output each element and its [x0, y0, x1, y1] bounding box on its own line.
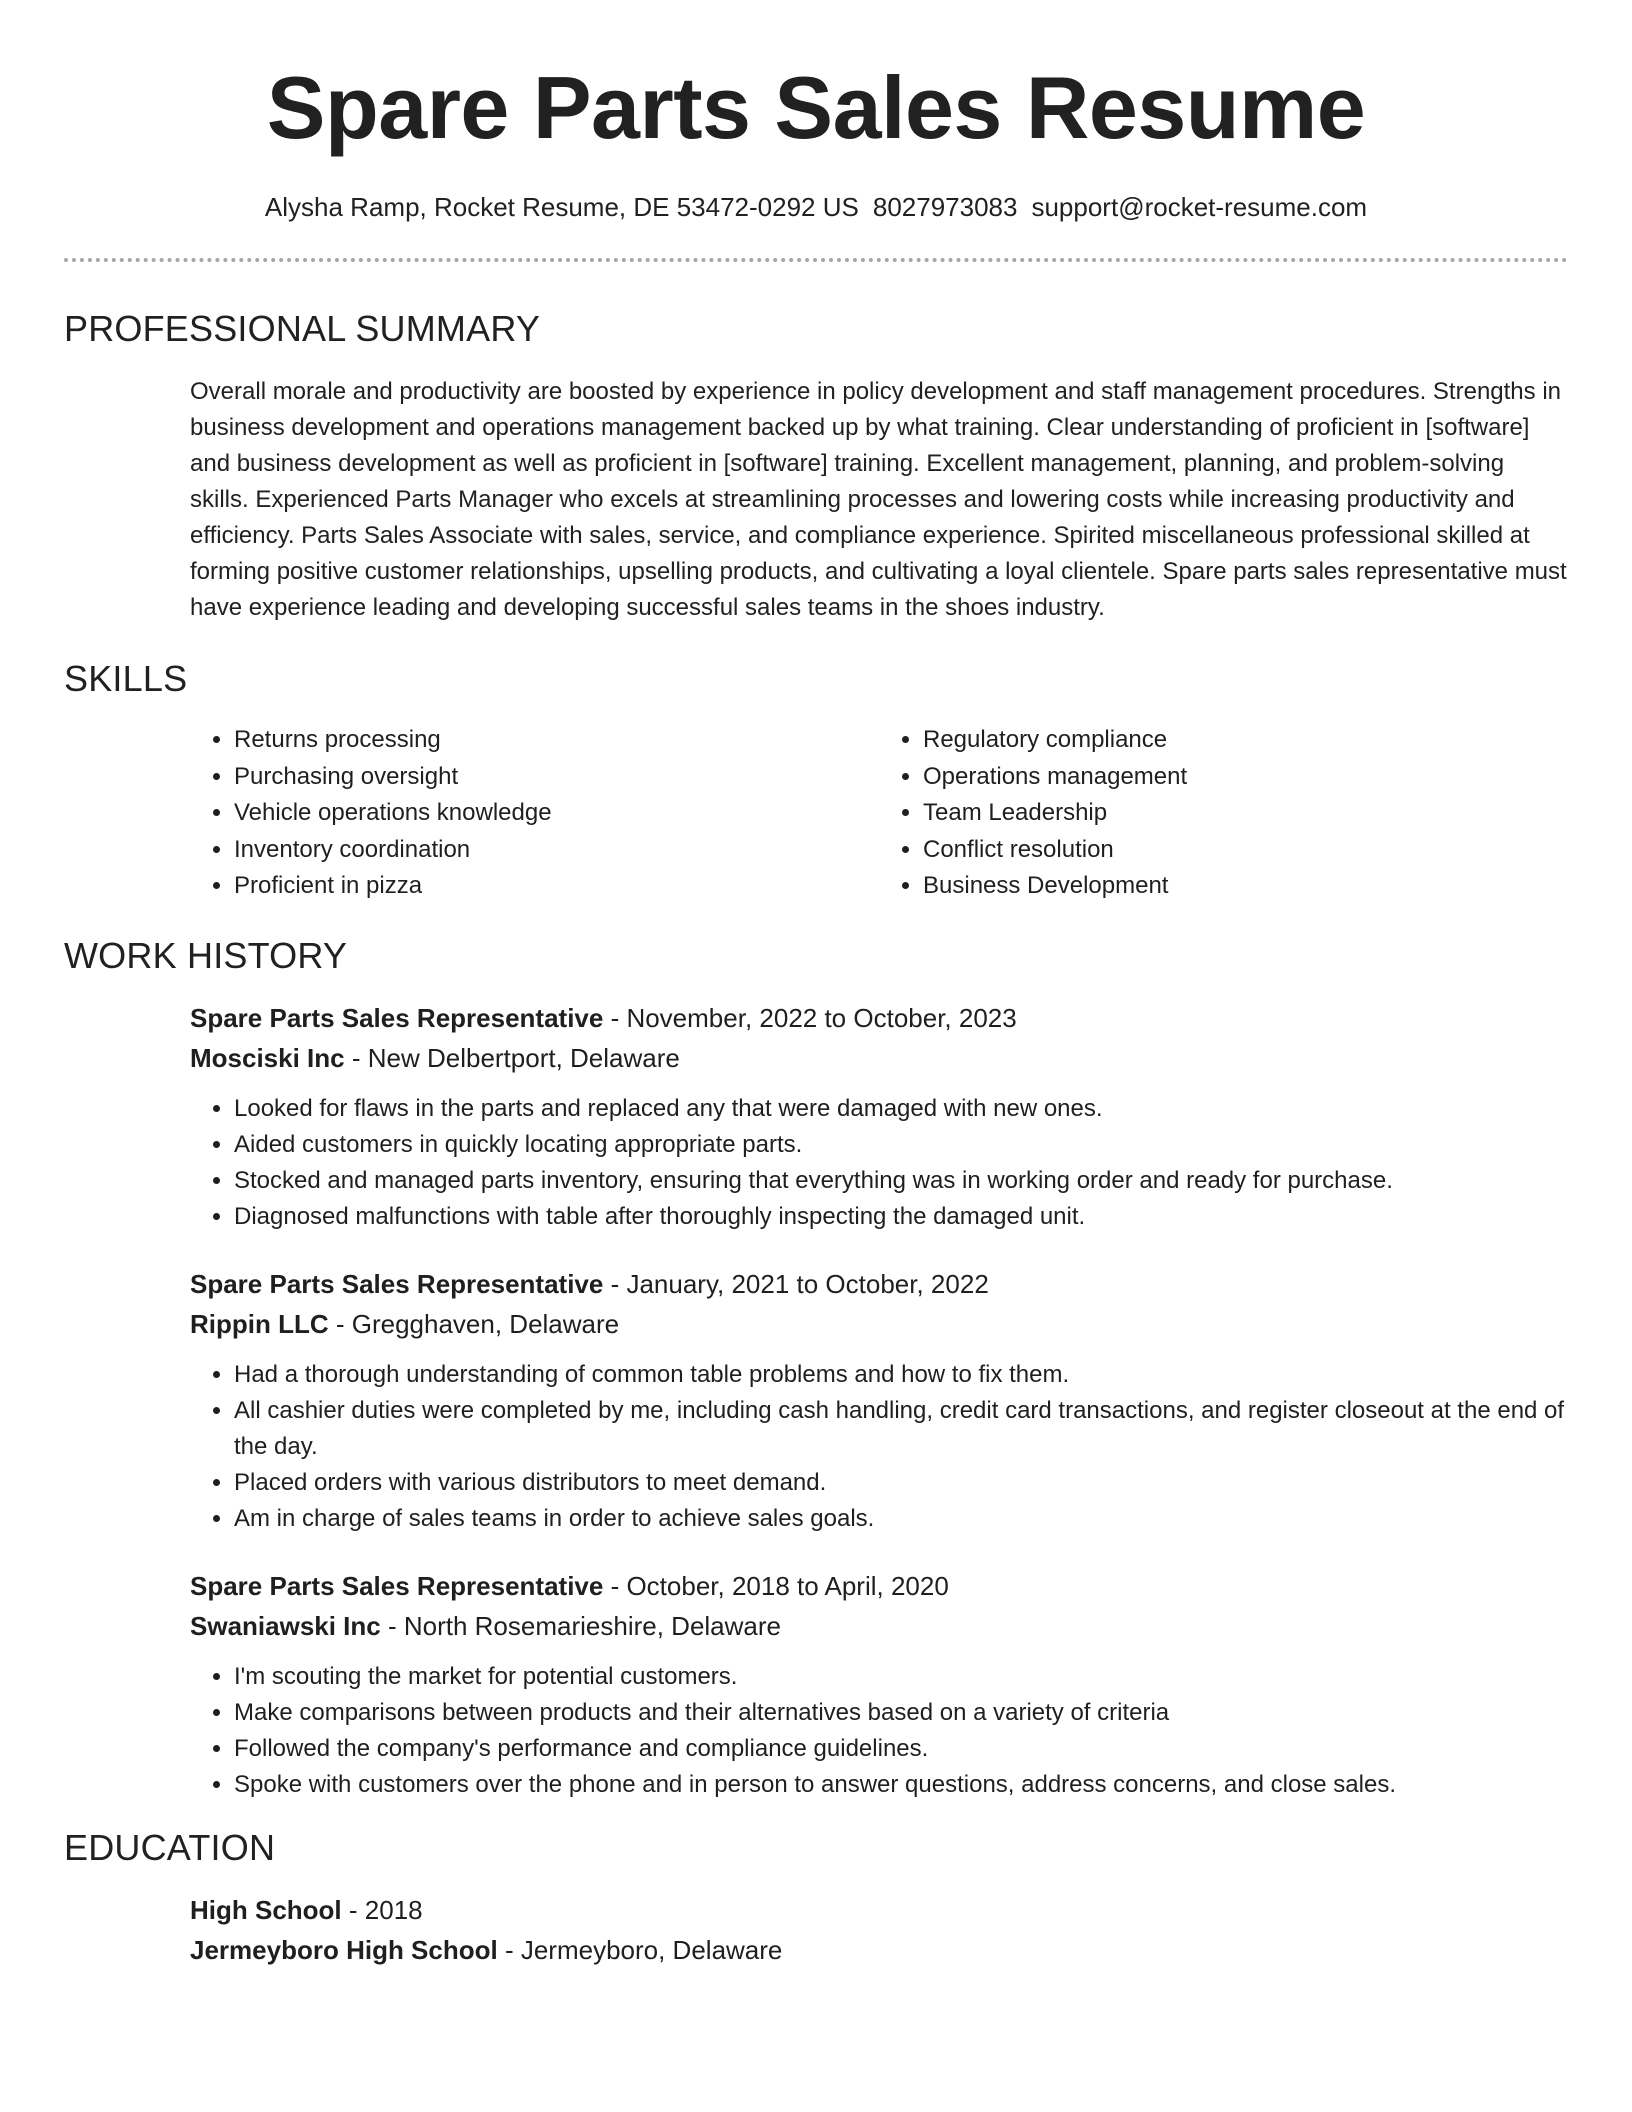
job-title: Spare Parts Sales Representative: [190, 1570, 604, 1601]
school-line: [190, 1931, 1568, 1969]
skills-heading: SKILLS: [64, 658, 188, 699]
job-title: Spare Parts Sales Representative: [190, 1268, 604, 1299]
company-location: - North Rosemarieshire, Delaware: [380, 1610, 781, 1641]
skill-item: • Purchasing oversight: [234, 759, 879, 796]
job-entry: [190, 999, 1568, 1235]
education-heading: EDUCATION: [64, 1826, 276, 1868]
skill-item: • Regulatory compliance: [923, 722, 1568, 759]
job-bullet: • Am in charge of sales teams in order to achieve sales goals.: [234, 1501, 1568, 1537]
company-name: Rippin LLC: [190, 1308, 329, 1339]
work-history-heading: WORK HISTORY: [64, 934, 348, 976]
header-divider: [64, 258, 1568, 262]
job-bullet: • Had a thorough understanding of common table problems and how to fix them.: [234, 1357, 1568, 1393]
skill-item: • Vehicle operations knowledge: [234, 795, 879, 832]
job-entry: [190, 1567, 1568, 1803]
job-bullet: • Spoke with customers over the phone and in person to answer questions, address concerns, and close sales.: [234, 1767, 1568, 1803]
job-bullet: • Looked for flaws in the parts and replaced any that were damaged with new ones.: [234, 1091, 1568, 1127]
company-line: [190, 1607, 1568, 1645]
job-bullet: • I'm scouting the market for potential customers.: [234, 1659, 1568, 1695]
company-line: [190, 1305, 1568, 1343]
degree-line: [190, 1891, 1568, 1929]
job-bullet: • Make comparisons between products and their alternatives based on a variety of criteria: [234, 1695, 1568, 1731]
summary-text: Overall morale and productivity are boosted by experience in policy development and staff management procedures. Strengths in business development and operations management backed up by what training. Clear understanding of proficient in [software] and business development as well as proficient in [software] training. Excellent management, planning, and problem-solving skills. Experienced Parts Manager who excels at streamlining processes and lowering costs while increasing productivity and efficiency. Parts Sales Associate with sales, service, and compliance experience. Spirited miscellaneous professional skilled at forming positive customer relationships, upselling products, and cultivating a loyal clientele. Spare parts sales representative must have experience leading and developing successful sales teams in the shoes industry.: [190, 378, 1567, 621]
skill-item: • Conflict resolution: [923, 832, 1568, 869]
skill-item: • Business Development: [923, 868, 1568, 905]
company-name: Swaniawski Inc: [190, 1610, 381, 1641]
contact-email: support@rocket-resume.com: [1031, 192, 1368, 222]
company-location: - New Delbertport, Delaware: [344, 1042, 680, 1073]
skill-item: • Inventory coordination: [234, 832, 879, 869]
job-bullet: • Followed the company's performance and compliance guidelines.: [234, 1731, 1568, 1767]
school-location: - Jermeyboro, Delaware: [497, 1934, 783, 1965]
job-dates: - January, 2021 to October, 2022: [603, 1268, 989, 1299]
summary-heading: PROFESSIONAL SUMMARY: [64, 308, 541, 349]
resume-title: Spare Parts Sales Resume: [266, 58, 1366, 157]
job-dates: - October, 2018 to April, 2020: [603, 1570, 949, 1601]
skills-list: [190, 722, 1568, 905]
job-bullet: • Aided customers in quickly locating appropriate parts.: [234, 1127, 1568, 1163]
skill-item: • Team Leadership: [923, 795, 1568, 832]
contact-info: [64, 190, 1568, 224]
job-title-line: [190, 1265, 1568, 1303]
job-bullet: • Stocked and managed parts inventory, ensuring that everything was in working order and ready for purchase.: [234, 1163, 1568, 1199]
job-bullet: • Placed orders with various distributors to meet demand.: [234, 1465, 1568, 1501]
job-bullet: • All cashier duties were completed by me, including cash handling, credit card transactions, and register closeout at the end of the day.: [234, 1393, 1568, 1465]
job-title: Spare Parts Sales Representative: [190, 1002, 604, 1033]
company-name: Mosciski Inc: [190, 1042, 345, 1073]
job-dates: - November, 2022 to October, 2023: [603, 1002, 1017, 1033]
job-bullets: [190, 1659, 1568, 1803]
contact-address: Alysha Ramp, Rocket Resume, DE 53472-0292 US: [264, 192, 859, 222]
degree-name: High School: [190, 1894, 342, 1925]
skill-item: • Operations management: [923, 759, 1568, 796]
company-line: [190, 1039, 1568, 1077]
skill-item: • Returns processing: [234, 722, 879, 759]
degree-year: - 2018: [341, 1894, 423, 1925]
skills-column-right: [879, 722, 1568, 905]
job-entry: [190, 1265, 1568, 1537]
job-bullets: [190, 1091, 1568, 1235]
company-location: - Gregghaven, Delaware: [328, 1308, 620, 1339]
education-entry: [190, 1891, 1568, 1969]
job-title-line: [190, 1567, 1568, 1605]
job-title-line: [190, 999, 1568, 1037]
contact-phone: 8027973083: [872, 192, 1018, 222]
job-bullets: [190, 1357, 1568, 1537]
school-name: Jermeyboro High School: [190, 1934, 498, 1965]
skills-column-left: [190, 722, 879, 905]
job-bullet: • Diagnosed malfunctions with table after thoroughly inspecting the damaged unit.: [234, 1199, 1568, 1235]
skill-item: • Proficient in pizza: [234, 868, 879, 905]
